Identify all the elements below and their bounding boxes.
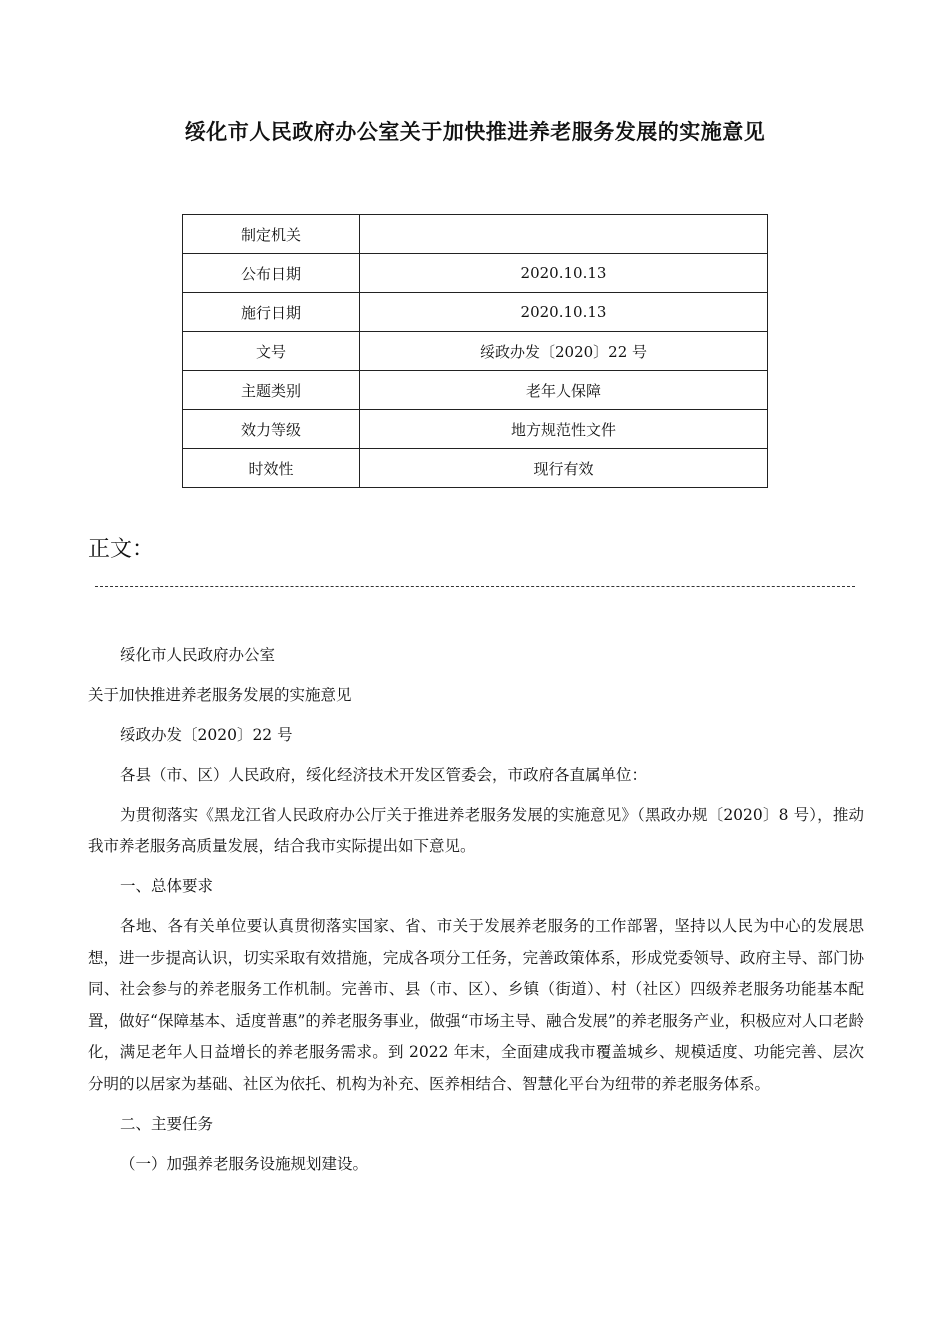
- section-heading: 二、主要任务: [120, 1115, 214, 1133]
- table-label-cell: 制定机关: [183, 215, 360, 254]
- issuer-line: 绥化市人民政府办公室: [120, 646, 276, 664]
- subsection-heading: （一）加强养老服务设施规划建设。: [120, 1155, 369, 1173]
- table-row: [183, 254, 768, 293]
- table-row: [183, 371, 768, 410]
- table-value-cell: [360, 215, 768, 254]
- page-title: 绥化市人民政府办公室关于加快推进养老服务发展的实施意见: [184, 120, 766, 144]
- addressee-line: 各县（市、区）人民政府，绥化经济技术开发区管委会，市政府各直属单位：: [120, 766, 648, 784]
- table-value-cell: 老年人保障: [360, 371, 768, 410]
- table-label-cell: 施行日期: [183, 293, 360, 332]
- table-value-cell: 现行有效: [360, 449, 768, 488]
- table-value-cell: 2020.10.13: [360, 293, 768, 332]
- table-label-cell: 时效性: [183, 449, 360, 488]
- table-label-cell: 效力等级: [183, 410, 360, 449]
- table-label-cell: 主题类别: [183, 371, 360, 410]
- subject-line: 关于加快推进养老服务发展的实施意见: [88, 686, 352, 704]
- doc-number-line: 绥政办发〔2020〕22 号: [120, 726, 293, 744]
- table-value-cell: 地方规范性文件: [360, 410, 768, 449]
- dashed-divider: [95, 586, 855, 587]
- metadata-table: [182, 214, 768, 488]
- table-row: [183, 410, 768, 449]
- intro-paragraph: 为贯彻落实《黑龙江省人民政府办公厅关于推进养老服务发展的实施意见》（黑政办规〔2020〕8 号），推动我市养老服务高质量发展，结合我市实际提出如下意见。: [88, 806, 864, 855]
- table-row: [183, 449, 768, 488]
- table-label-cell: 文号: [183, 332, 360, 371]
- table-label-cell: 公布日期: [183, 254, 360, 293]
- table-value-cell: 绥政办发〔2020〕22 号: [360, 332, 768, 371]
- section-heading: 一、总体要求: [120, 877, 214, 895]
- table-row: [183, 332, 768, 371]
- table-row: [183, 215, 768, 254]
- body-paragraph: 各地、各有关单位要认真贯彻落实国家、省、市关于发展养老服务的工作部署，坚持以人民为中心的发展思想，进一步提高认识，切实采取有效措施，完成各项分工任务，完善政策体系，形成党委领导、政府主导、部门协同、社会参与的养老服务工作机制。完善市、县（市、区）、乡镇（街道）、村（社区）四级养老服务功能基本配置，做好“保障基本、适度普惠”的养老服务事业，做强“市场主导、融合发展”的养老服务产业，积极应对人口老龄化，满足老年人日益增长的养老服务需求。到 2022 年末，全面建成我市覆盖城乡、规模适度、功能完善、层次分明的以居家为基础、社区为依托、机构为补充、医养相结合、智慧化平台为纽带的养老服务体系。: [88, 917, 864, 1093]
- body-heading: 正文：: [88, 537, 155, 562]
- body-text: [88, 640, 864, 1189]
- table-value-cell: 2020.10.13: [360, 254, 768, 293]
- table-row: [183, 293, 768, 332]
